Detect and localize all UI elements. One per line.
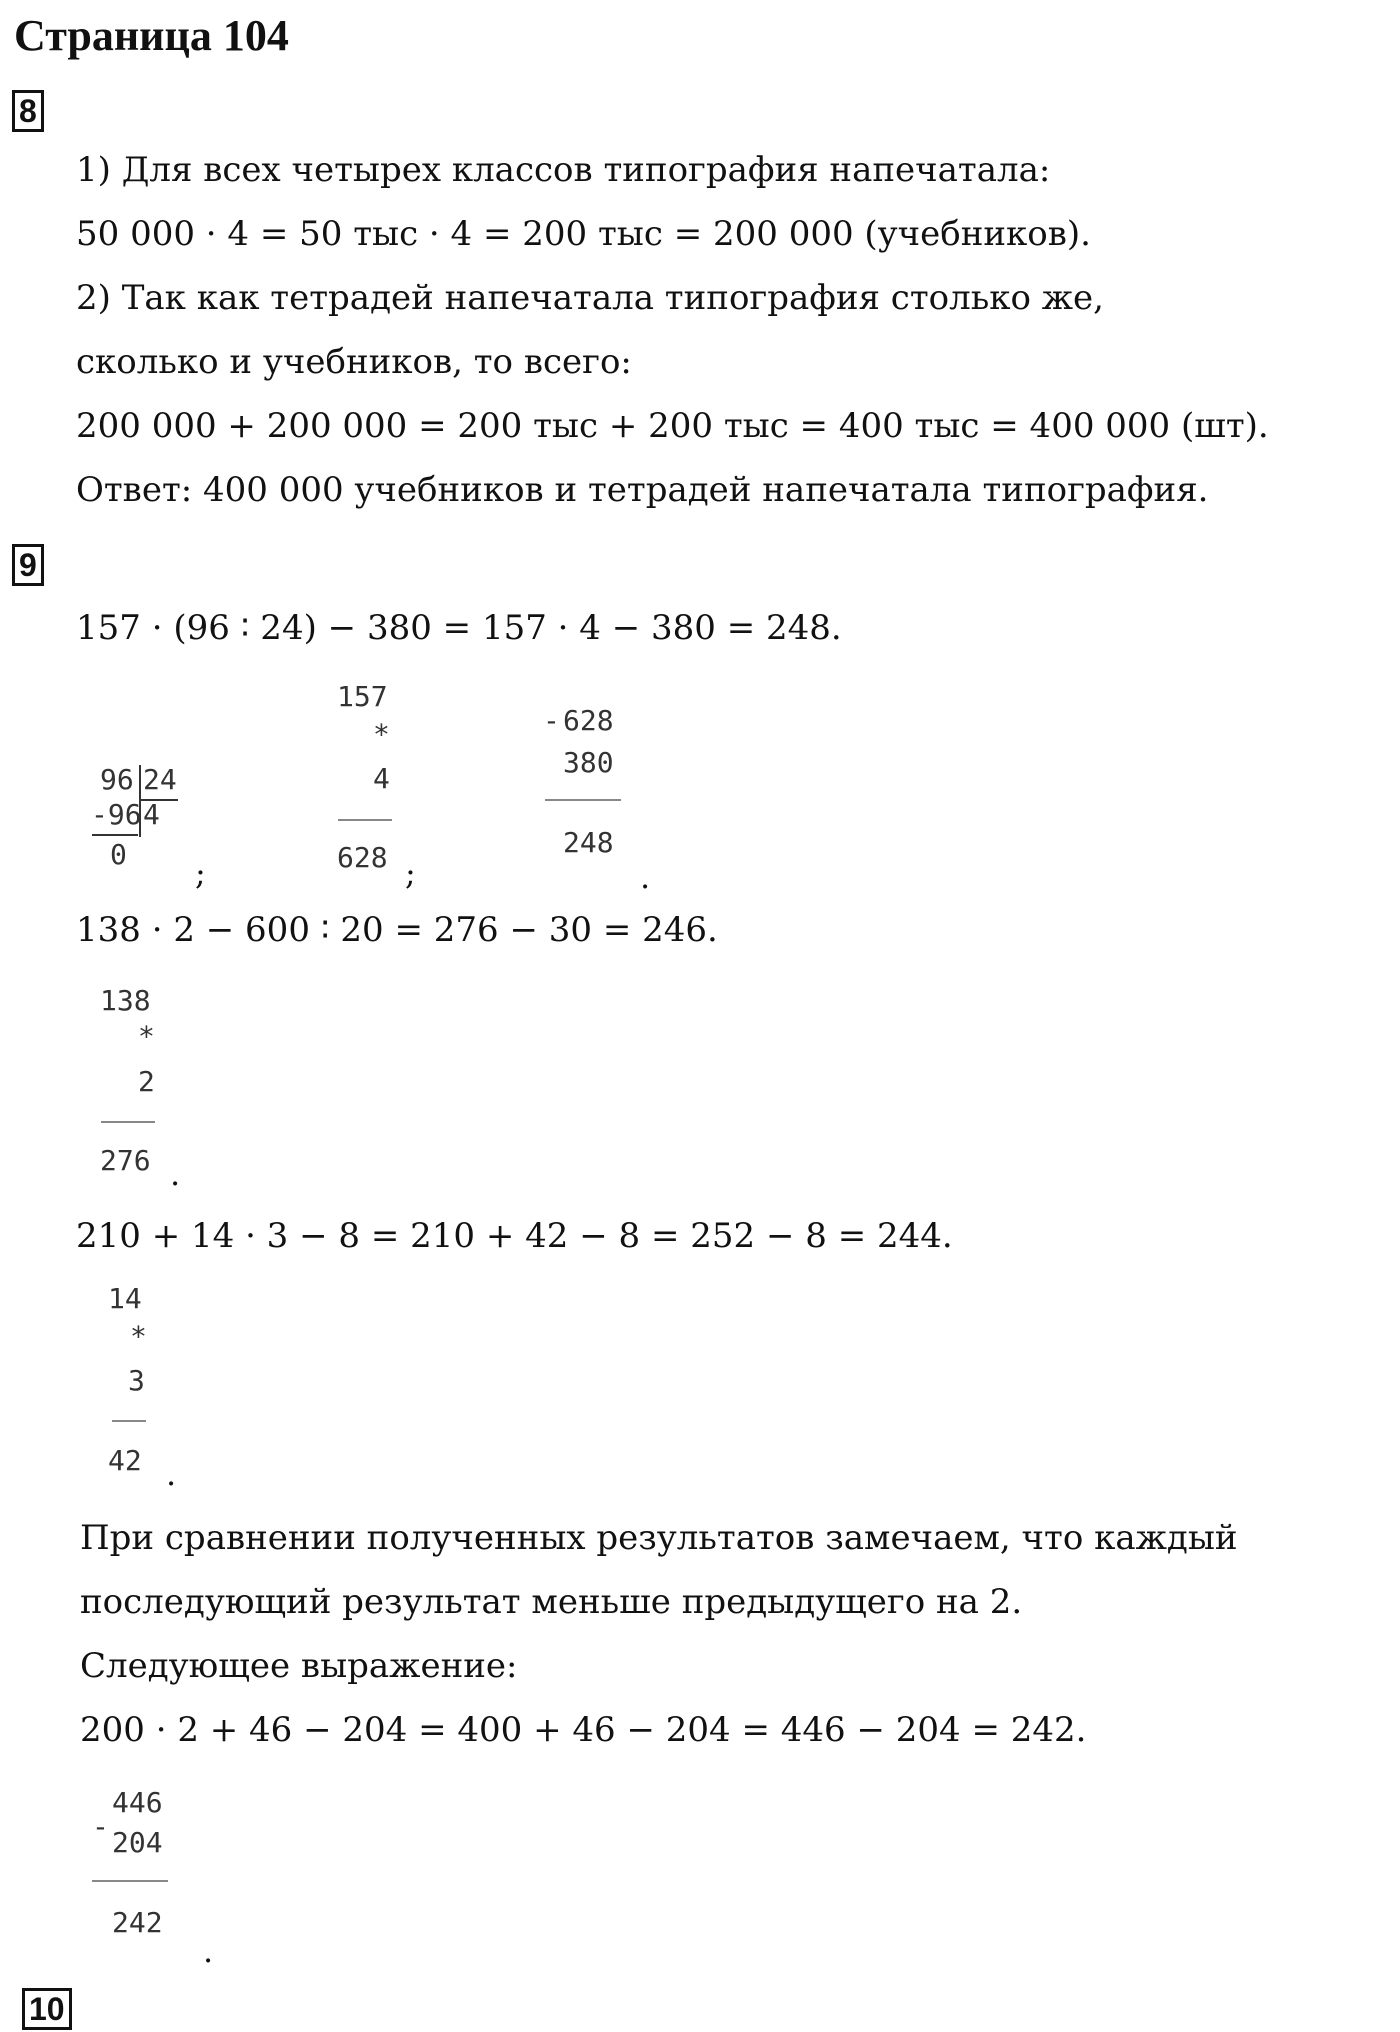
mult157-result: 628 (337, 841, 388, 874)
division-subtract: -96 (91, 798, 142, 831)
task9-conclusion-3: Следующее выражение: (80, 1646, 518, 1686)
task9-conclusion-2: последующий результат меньше предыдущего на 2. (80, 1582, 1023, 1622)
task8-line-5: 200 000 + 200 000 = 200 тыс + 200 тыс = 400 тыс = 400 000 (шт). (76, 406, 1269, 446)
division-dividend: 96 (100, 763, 134, 796)
page-title: Страница 104 (14, 11, 289, 60)
task-number-10: 10 (22, 1988, 72, 2030)
mult14-top: 14 (108, 1282, 142, 1315)
task8-line-2: 50 000 · 4 = 50 тыс · 4 = 200 тыс = 200 000 (учебников). (76, 214, 1091, 254)
division-remainder: 0 (110, 838, 127, 871)
task9-expression-1: 157 · (96 ∶ 24) − 380 = 157 · 4 − 380 = 248. (76, 608, 842, 648)
sub628-top: 628 (563, 704, 614, 737)
task8-line-4: сколько и учебников, то всего: (76, 342, 632, 382)
separator-period: . (203, 1932, 214, 1970)
division-quotient-line (140, 799, 178, 801)
mult138-bottom: 2 (138, 1065, 155, 1098)
mult157-line (338, 819, 392, 821)
division-subtract-line (92, 834, 138, 836)
sub446-line (92, 1880, 168, 1882)
task9-conclusion-1: При сравнении полученных результатов замечаем, что каждый (80, 1518, 1238, 1558)
mult14-bottom: 3 (128, 1364, 145, 1397)
mult14-result: 42 (108, 1444, 142, 1477)
separator-period: . (170, 1155, 181, 1193)
task8-line-1: 1) Для всех четырех классов типография напечатала: (76, 150, 1051, 190)
division-divisor: 24 (143, 763, 177, 796)
sub628-bottom: 380 (563, 746, 614, 779)
task9-expression-4: 200 · 2 + 46 − 204 = 400 + 46 − 204 = 446 − 204 = 242. (80, 1710, 1087, 1750)
task9-expression-3: 210 + 14 · 3 − 8 = 210 + 42 − 8 = 252 − 8 = 244. (76, 1216, 953, 1256)
mult14-op: * (130, 1320, 147, 1353)
mult138-op: * (138, 1020, 155, 1053)
task-number-8: 8 (12, 90, 44, 132)
sub446-bottom: 204 (112, 1826, 163, 1859)
separator-period: . (640, 858, 651, 896)
mult138-top: 138 (100, 984, 151, 1017)
task9-expression-2: 138 · 2 − 600 ∶ 20 = 276 − 30 = 246. (76, 910, 718, 950)
task8-answer: Ответ: 400 000 учебников и тетрадей напечатала типография. (76, 470, 1209, 510)
mult14-line (112, 1420, 146, 1422)
separator-period: . (166, 1455, 177, 1493)
sub446-top: 446 (112, 1786, 163, 1819)
sub628-result: 248 (563, 826, 614, 859)
task8-line-3: 2) Так как тетрадей напечатала типография столько же, (76, 278, 1104, 318)
separator-semicolon: ; (405, 854, 416, 892)
mult157-bottom: 4 (373, 762, 390, 795)
division-quotient: 4 (143, 798, 160, 831)
sub628-line (545, 799, 621, 801)
sub628-op: - (543, 704, 560, 737)
mult157-op: * (373, 718, 390, 751)
mult157-top: 157 (337, 680, 388, 713)
mult138-line (101, 1121, 155, 1123)
separator-semicolon: ; (195, 854, 206, 892)
mult138-result: 276 (100, 1144, 151, 1177)
sub446-result: 242 (112, 1906, 163, 1939)
sub446-op: - (92, 1810, 109, 1843)
task-number-9: 9 (12, 544, 44, 586)
division-bar (139, 765, 141, 837)
